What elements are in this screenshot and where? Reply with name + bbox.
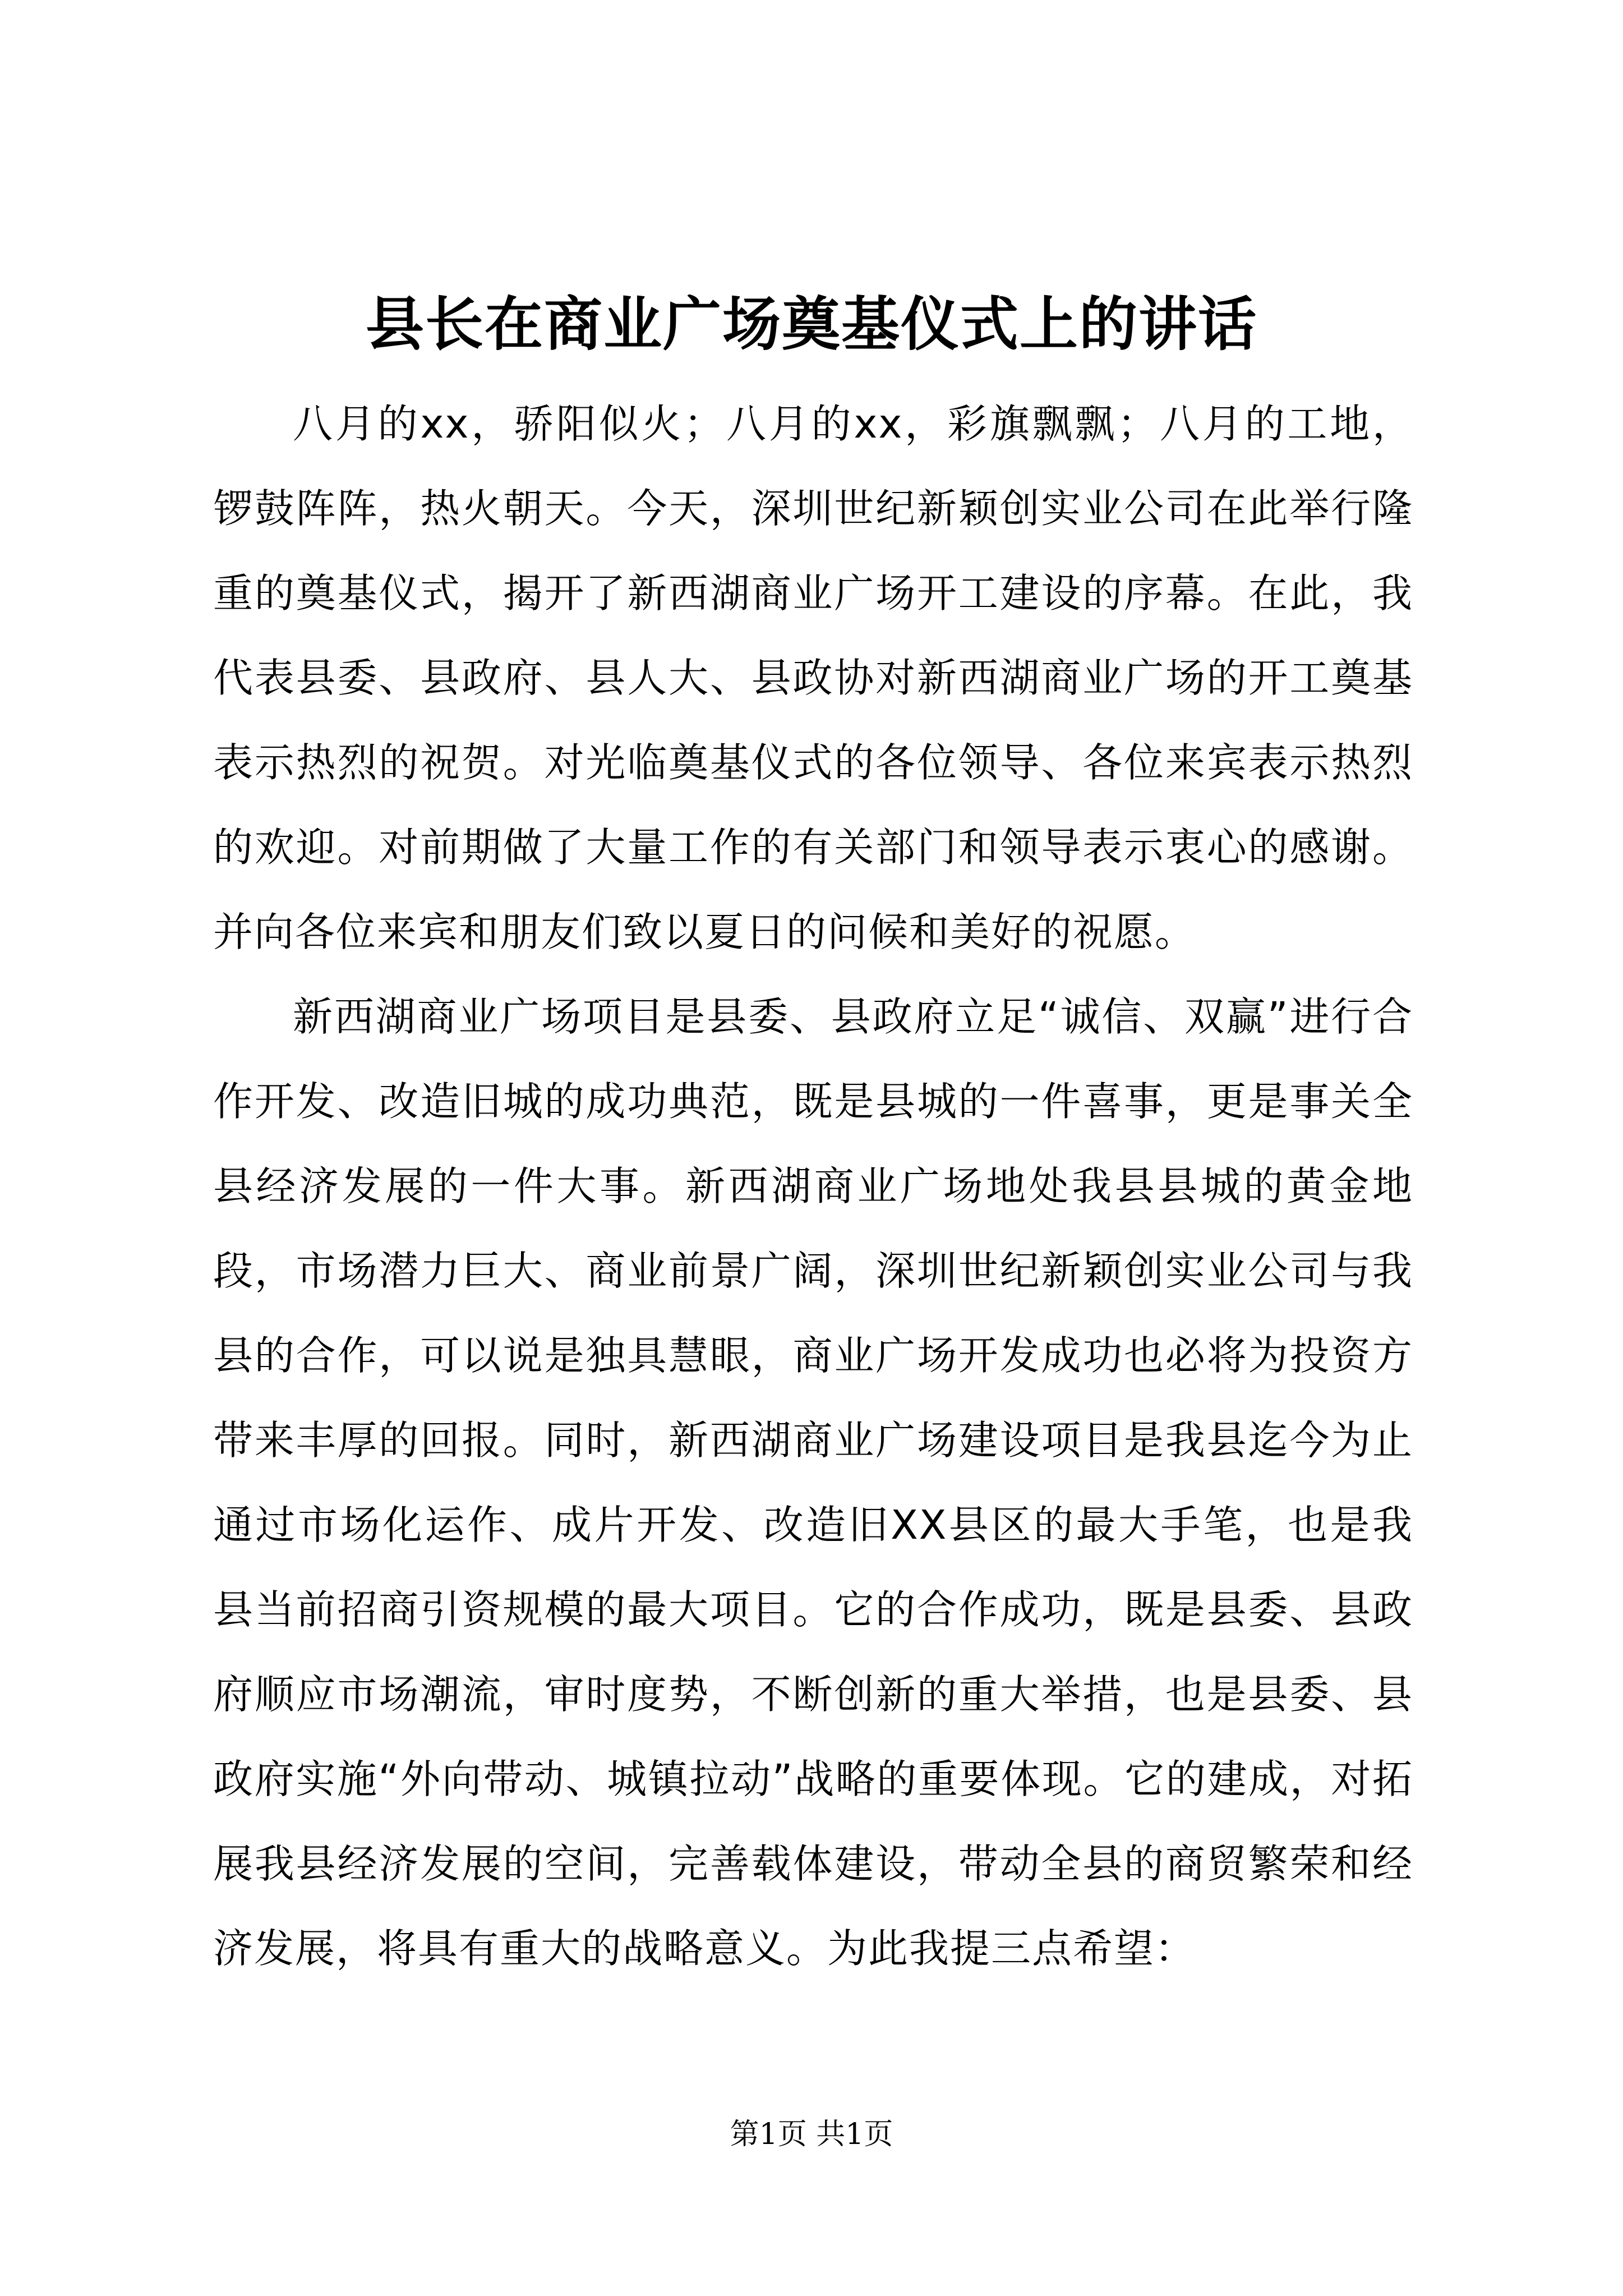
paragraph-1: 八月的xx，骄阳似火；八月的xx，彩旗飘飘；八月的工地，锣鼓阵阵，热火朝天。今天，深圳世纪新颖创实业公司在此举行隆重的奠基仪式，揭开了新西湖商业广场开工建设的序幕。在此，我代表县委、县政府、县人大、县政协对新西湖商业广场的开工奠基表示热烈的祝贺。对光临奠基仪式的各位领导、各位来宾表示热烈的欢迎。对前期做了大量工作的有关部门和领导表示衷心的感谢。并向各位来宾和朋友们致以夏日的问候和美好的祝愿。 <box>213 401 1413 955</box>
document-body <box>213 381 1413 1991</box>
page-footer: 第1页 共1页 <box>730 2118 893 2151</box>
page-title: 县长在商业广场奠基仪式上的讲话 <box>365 289 1257 358</box>
paragraph-2: 新西湖商业广场项目是县委、县政府立足“诚信、双赢”进行合作开发、改造旧城的成功典范，既是县城的一件喜事，更是事关全县经济发展的一件大事。新西湖商业广场地处我县县城的黄金地段，市场潜力巨大、商业前景广阔，深圳世纪新颖创实业公司与我县的合作，可以说是独具慧眼，商业广场开发成功也必将为投资方带来丰厚的回报。同时，新西湖商业广场建设项目是我县迄今为止通过市场化运作、成片开发、改造旧XX县区的最大手笔，也是我县当前招商引资规模的最大项目。它的合作成功，既是县委、县政府顺应市场潮流，审时度势，不断创新的重大举措，也是县委、县政府实施“外向带动、城镇拉动”战略的重要体现。它的建成，对拓展我县经济发展的空间，完善载体建设，带动全县的商贸繁荣和经济发展，将具有重大的战略意义。为此我提三点希望： <box>213 993 1413 1972</box>
